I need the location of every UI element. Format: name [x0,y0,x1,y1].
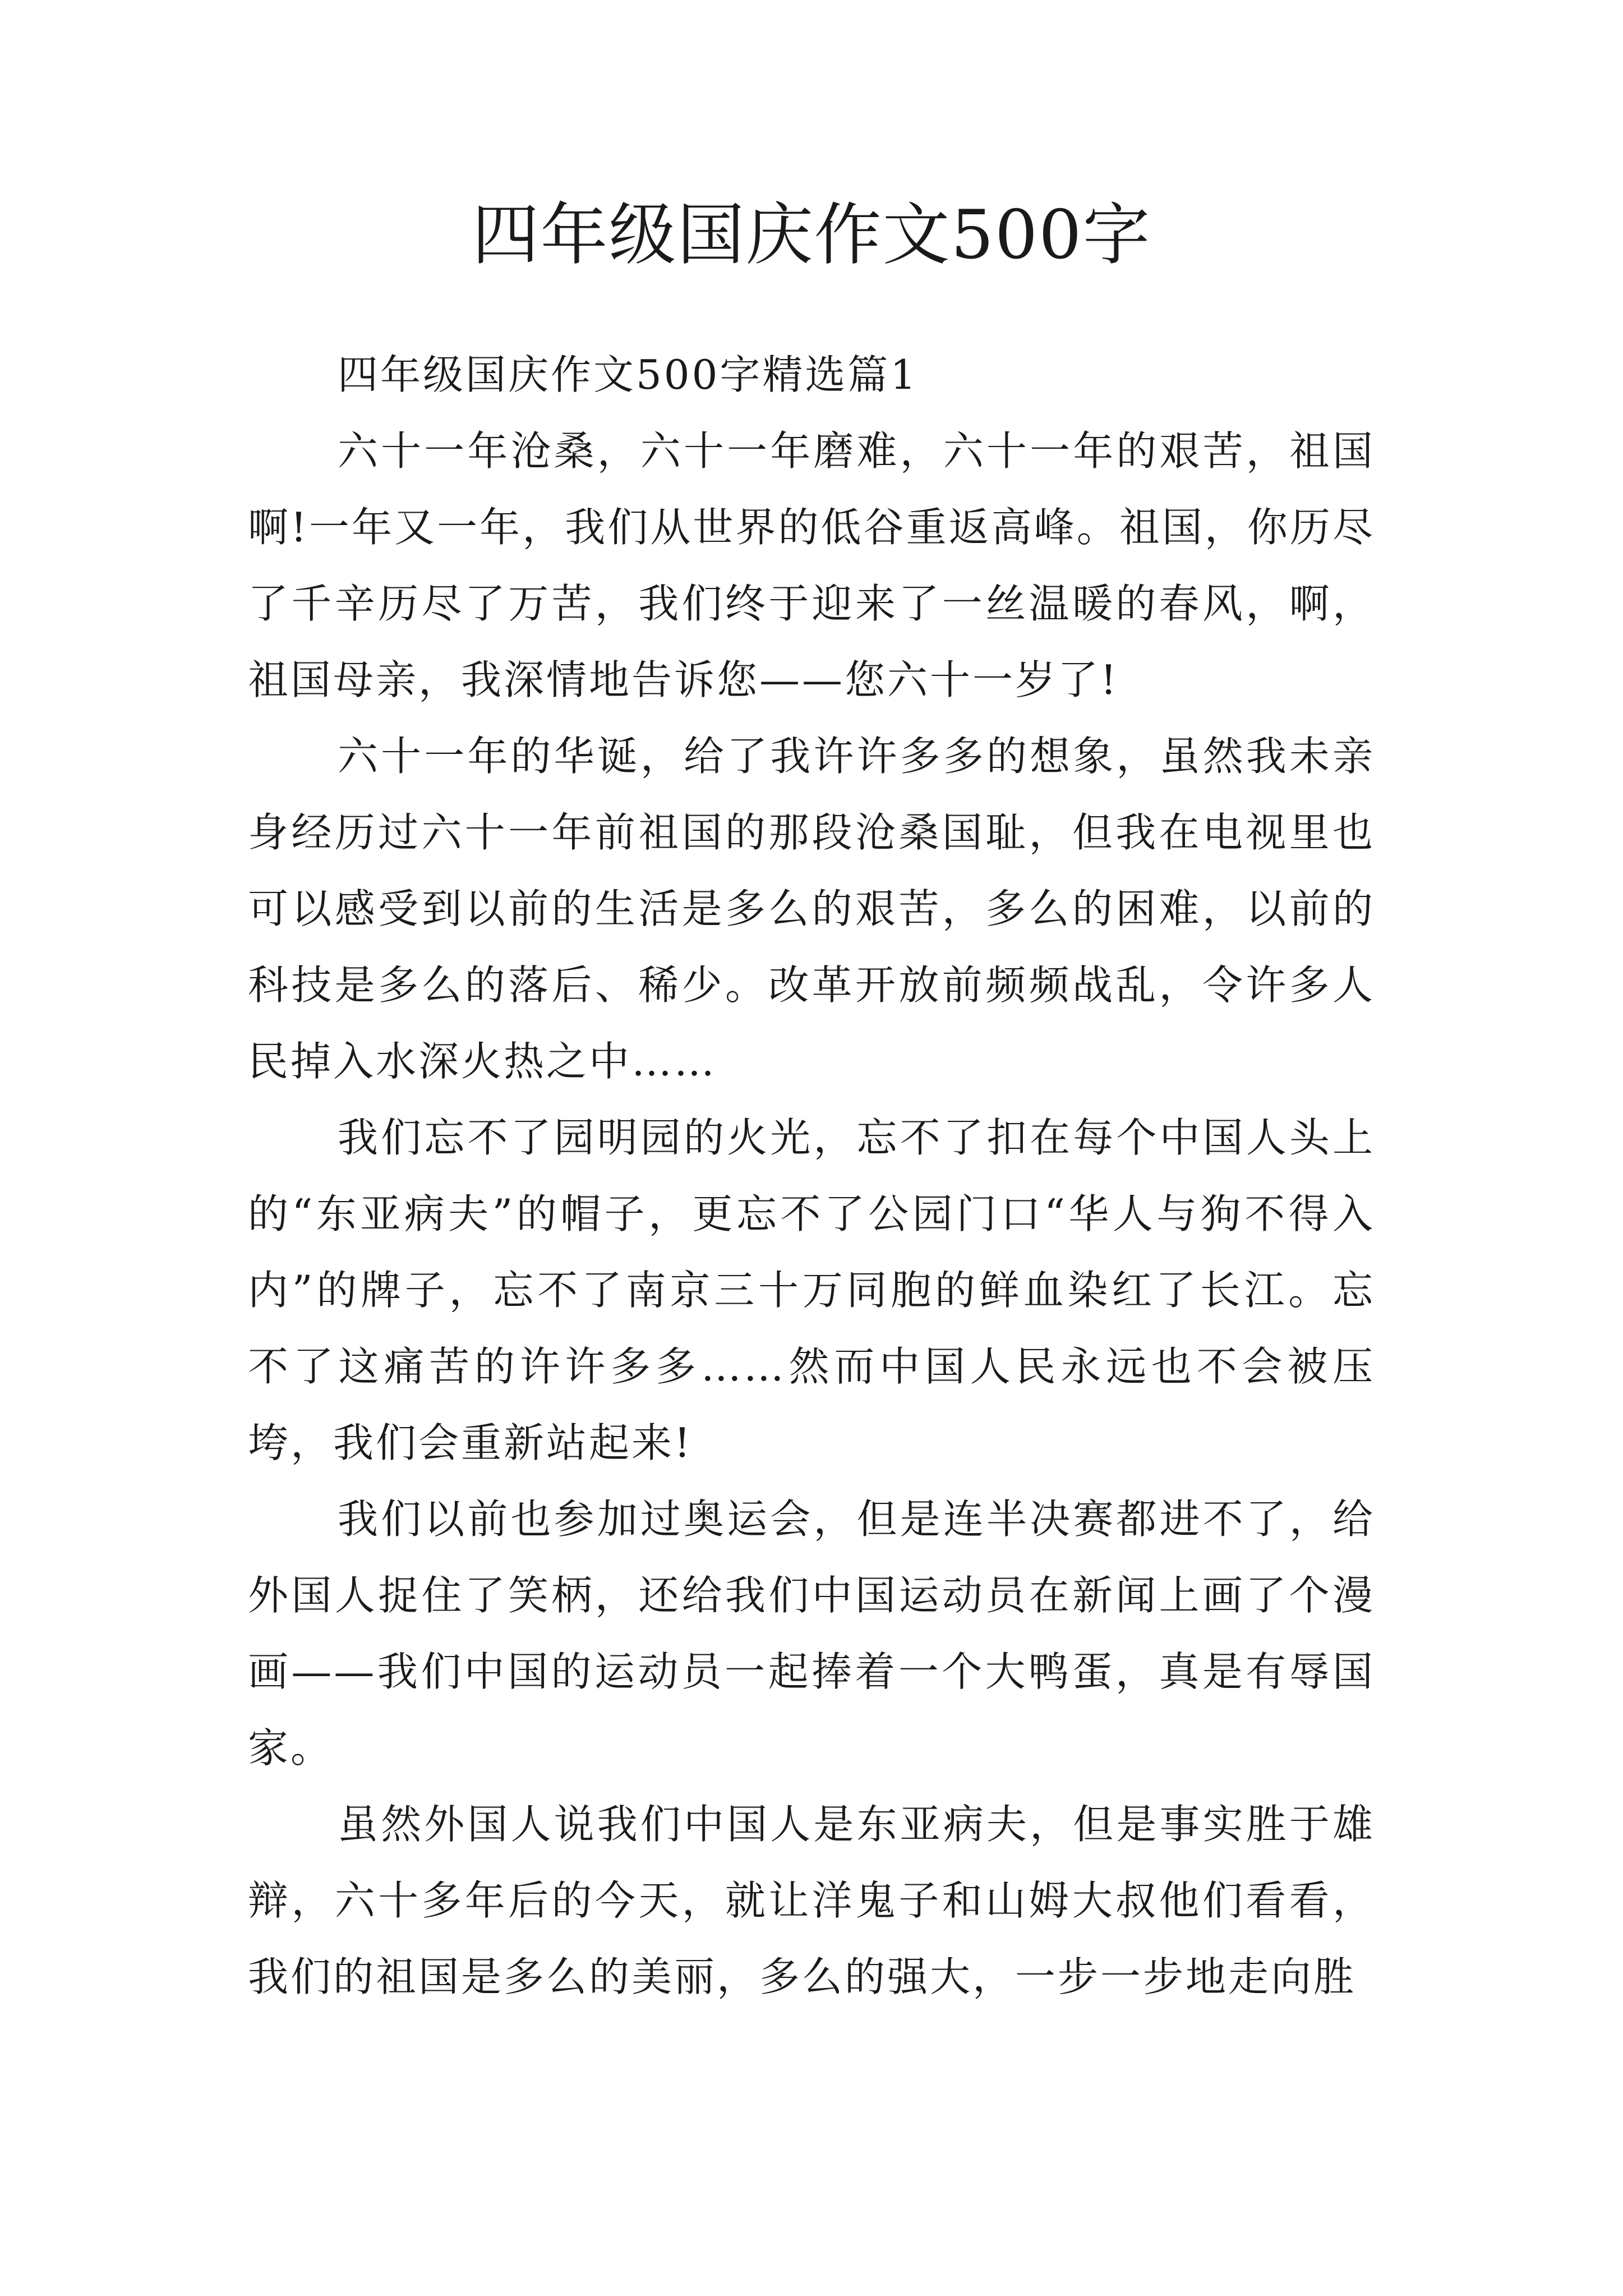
document-body [248,337,1375,2015]
paragraph-4: 我们以前也参加过奥运会，但是连半决赛都进不了，给外国人捉住了笑柄，还给我们中国运动员在新闻上画了个漫画——我们中国的运动员一起捧着一个大鸭蛋，真是有辱国家。 [248,1496,1375,1772]
paragraph-1: 六十一年沧桑，六十一年磨难，六十一年的艰苦，祖国啊!一年又一年，我们从世界的低谷重返高峰。祖国，你历尽了千辛历尽了万苦，我们终于迎来了一丝温暖的春风，啊，祖国母亲，我深情地告诉您——您六十一岁了! [248,427,1375,703]
paragraph-2: 六十一年的华诞，给了我许许多多的想象，虽然我未亲身经历过六十一年前祖国的那段沧桑国耻，但我在电视里也可以感受到以前的生活是多么的艰苦，多么的困难，以前的科技是多么的落后、稀少。改革开放前频频战乱，令许多人民掉入水深火热之中…… [248,733,1375,1085]
document-title: 四年级国庆作文500字 [472,196,1151,274]
paragraph-3: 我们忘不了园明园的火光，忘不了扣在每个中国人头上的“东亚病夫”的帽子，更忘不了公园门口“华人与狗不得入内”的牌子，忘不了南京三十万同胞的鲜血染红了长江。忘不了这痛苦的许许多多……然而中国人民永远也不会被压垮，我们会重新站起来! [248,1114,1375,1466]
section-heading: 四年级国庆作文500字精选篇1 [338,351,919,398]
paragraph-5: 虽然外国人说我们中国人是东亚病夫，但是事实胜于雄辩，六十多年后的今天，就让洋鬼子和山姆大叔他们看看，我们的祖国是多么的美丽，多么的强大，一步一步地走向胜 [248,1801,1375,2000]
